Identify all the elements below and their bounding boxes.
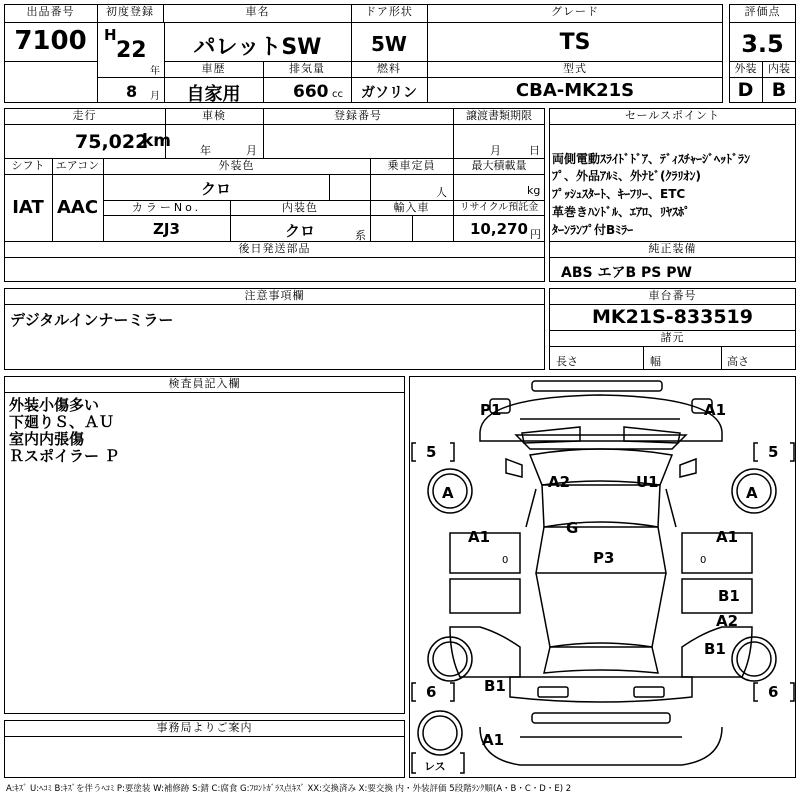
plate-label: 登録番号: [334, 109, 382, 122]
door-label: ドア形状: [365, 5, 413, 18]
inspector-label: 検査員記入欄: [168, 377, 241, 390]
lot-label: 出品番号: [26, 5, 75, 18]
grade: TS: [559, 30, 591, 55]
damage-mark: G: [566, 519, 579, 537]
car-name: パレットSW: [193, 35, 322, 60]
inspector-note: 下廻りＳ、ＡＵ: [9, 413, 115, 431]
recycle: 10,270: [470, 220, 528, 238]
tire-tread-label: 5: [768, 443, 779, 461]
tire-tread-label: 6: [426, 683, 437, 701]
damage-mark: B1: [704, 640, 726, 658]
year-unit: 年: [150, 66, 160, 77]
yen-unit: 円: [530, 228, 541, 241]
damage-mark: A1: [468, 528, 491, 546]
reg-month: 8: [126, 82, 138, 101]
sales-line: 革巻きﾊﾝﾄﾞﾙ、ｴｱﾛ、ﾘﾔｽﾎﾟ: [552, 205, 691, 219]
mileage-label: 走行: [72, 109, 97, 122]
insp-year-unit: 年: [200, 144, 211, 157]
equipment: ABS エアB PS PW: [561, 265, 692, 281]
int-color-unit: 系: [355, 229, 366, 242]
exterior-grade: D: [737, 79, 754, 101]
shift: IAT: [12, 197, 44, 218]
insp-month-unit: 月: [246, 144, 257, 157]
fuel-label: 燃料: [377, 62, 401, 75]
damage-mark: P1: [480, 401, 502, 419]
shift-label: シフト: [11, 159, 45, 172]
history: 自家用: [186, 84, 241, 105]
damage-mark: A1: [716, 528, 739, 546]
inspector-note: Ｒスポイラー Ｐ: [9, 447, 120, 465]
score: 3.5: [741, 30, 784, 58]
frame-number: MK21S-833519: [592, 306, 753, 328]
equipment-label: 純正装備: [648, 242, 697, 255]
damage-mark: A: [746, 484, 758, 502]
month-unit: 月: [150, 91, 160, 102]
int-color-label: 内装色: [282, 201, 318, 214]
damage-mark: A2: [716, 612, 739, 630]
ext-color-label: 外装色: [218, 159, 255, 172]
ext-color: クロ: [200, 180, 231, 198]
height-label: 高さ: [727, 355, 749, 368]
office-label: 事務局よりご案内: [156, 721, 253, 734]
recycle-label: リサイクル預託金: [459, 202, 539, 213]
exterior-label: 外装: [734, 62, 757, 75]
damage-mark: A: [442, 484, 454, 502]
spec-label: 諸元: [660, 331, 685, 344]
sales-line: 両側電動ｽﾗｲﾄﾞﾄﾞｱ、ﾃﾞｨｽﾁｬｰｼﾞﾍｯﾄﾞﾗﾝ: [552, 152, 751, 166]
spare-tire-label: レス: [424, 760, 446, 773]
inspector-note: 室内内張傷: [9, 430, 85, 448]
damage-diagram: [409, 376, 796, 778]
panel-zero-mark: 0: [700, 555, 707, 566]
int-color: クロ: [284, 222, 315, 240]
caution-text: デジタルインナーミラー: [10, 311, 174, 329]
caution-label: 注意事項欄: [244, 289, 305, 302]
history-label: 車歴: [201, 62, 226, 75]
width-label: 幅: [650, 355, 661, 368]
fuel: ガソリン: [361, 85, 417, 101]
interior-grade: B: [771, 79, 787, 101]
transfer-label: 譲渡書類期限: [466, 109, 532, 122]
later-parts-label: 後日発送部品: [238, 242, 311, 255]
tire-tread-label: 6: [768, 683, 779, 701]
first-reg-label: 初度登録: [106, 5, 154, 18]
import-label: 輸入車: [393, 201, 430, 214]
km-unit: km: [142, 131, 172, 151]
max-load-label: 最大積載量: [471, 159, 527, 172]
reg-year: 22: [116, 38, 147, 63]
transfer-month-unit: 月: [490, 144, 501, 157]
model-label: 型式: [563, 62, 587, 75]
score-label: 評価点: [744, 5, 781, 18]
length-label: 長さ: [556, 355, 578, 368]
sales-label: セールスポイント: [624, 109, 720, 122]
legend: A:ｷｽﾞ U:ﾍｺﾐ B:ｷｽﾞを伴うﾍｺﾐ P:要塗装 W:補修跡 S:錆 C:腐食 G:ﾌﾛﾝﾄｶﾞﾗｽ点ｷｽﾞ XX:交換済み X:要交換 内・外装評価 5段階ﾗﾝｸ順(A・B・C・D・E) 2: [6, 784, 572, 794]
car-name-label: 車名: [245, 5, 270, 18]
lot-number: 7100: [14, 26, 87, 56]
tire-tread-label: 5: [426, 443, 437, 461]
ac: AAC: [56, 197, 99, 218]
frame-label: 車台番号: [648, 289, 697, 302]
damage-mark: B1: [484, 677, 506, 695]
color-no: ZJ3: [153, 220, 180, 238]
damage-mark: B1: [718, 587, 740, 605]
door: 5W: [371, 32, 407, 56]
displacement: 660: [293, 82, 329, 102]
grade-label: グレード: [551, 5, 599, 18]
capacity-unit: 人: [436, 186, 447, 199]
capacity-label: 乗車定員: [387, 159, 436, 172]
inspection-label: 車検: [202, 109, 226, 122]
damage-mark: A1: [704, 401, 727, 419]
car-diagram-svg: [410, 377, 795, 777]
damage-mark: A1: [482, 731, 505, 749]
damage-mark: A2: [548, 473, 571, 491]
interior-label: 内装: [768, 62, 790, 75]
sales-line: ﾀｰﾝﾗﾝﾌﾟ付Bﾐﾗｰ: [552, 223, 634, 237]
damage-mark: P3: [593, 549, 615, 567]
color-no-label: カラーNo.: [131, 201, 202, 214]
cc-unit: cc: [332, 89, 343, 100]
era: H: [104, 26, 117, 44]
model: CBA-MK21S: [515, 80, 635, 101]
max-load-unit: kg: [527, 184, 541, 197]
damage-mark: U1: [636, 473, 659, 491]
inspector-note: 外装小傷多い: [9, 396, 100, 414]
sales-line: ﾌﾟｯｼｭｽﾀｰﾄ、ｷｰﾌﾘｰ、ETC: [552, 187, 686, 201]
displacement-label: 排気量: [289, 62, 325, 75]
panel-zero-mark: 0: [502, 555, 509, 566]
mileage: 75,022: [75, 131, 149, 153]
sales-line: ﾌﾟ、外品ｱﾙﾐ、外ﾅﾋﾞ(ｸﾗﾘｵﾝ): [552, 169, 701, 183]
transfer-day-unit: 日: [529, 144, 540, 157]
ac-label: エアコン: [55, 159, 100, 172]
